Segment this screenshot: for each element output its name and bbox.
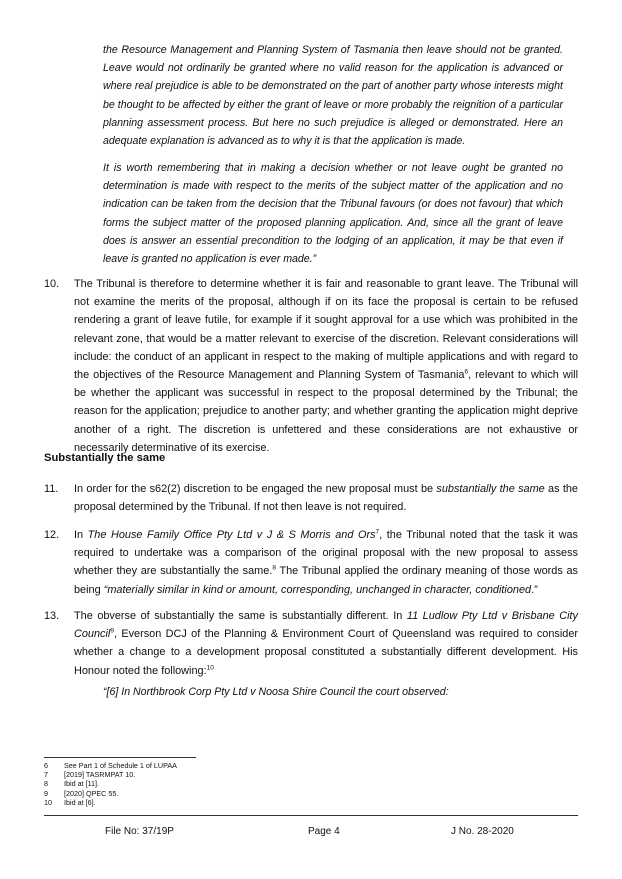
footnotes xyxy=(44,761,177,807)
paragraph-body: The Tribunal is therefore to determine whether it is fair and reasonable to grant leave. The Tribunal will not examine the merits of the proposal, although if on its face the proposal is certain to be refused rendering a grant of leave futile, for example if it sought approval for a use which was prohibited in the relevant zone, that would be a matter relevant to exercise of the discretion. Relevant considerations will include: the conduct of an applicant in respect to the making of multiple applications and with regard to the objectives of the Resource Management and Planning System of Tasmania$^6$, relevant to which will be whether the applicant was successful in respect to the proposal determined by the Tribunal; the reason for the application; prejudice to another party; and whether granting the application might deprive another of a right. The discretion is unfettered and these considerations are not exhaustive or necessarily determinative of its exercise. xyxy=(74,278,578,454)
paragraph-number: 11. xyxy=(44,483,59,495)
paragraph-13 xyxy=(44,607,578,680)
block-quote-1: the Resource Management and Planning System of Tasmania then leave should not be granted. Leave would not ordinarily be granted where no valid reason for the application is advanced or where real prejudice is able to be demonstrated on the part of another party whose interests might be thought to be affected by either the grant of leave or more probably the reignition of a particular planning assessment process. But here no such prejudice is alleged or demonstrated. Here an adequate explanation is advanced as to why it is that the application is made. xyxy=(103,44,563,148)
footnote-ref[interactable]: 7 xyxy=(375,528,380,536)
footnote: 7 [2019] TASRMPAT 10. xyxy=(44,770,136,780)
footer-divider xyxy=(44,815,578,816)
paragraph-number: 10. xyxy=(44,278,60,290)
paragraph-11 xyxy=(44,480,578,516)
footnote: 10 Ibid at [6]. xyxy=(44,797,96,807)
section-heading: Substantially the same xyxy=(44,452,166,464)
footnote: 6 See Part 1 of Schedule 1 of LUPAA xyxy=(44,761,177,770)
file-number: File No: 37/19P xyxy=(105,826,174,837)
paragraph-10 xyxy=(44,275,578,457)
judgment-number: J No. 28-2020 xyxy=(451,826,514,837)
footnote-ref[interactable]: 8 xyxy=(272,564,276,572)
paragraph-number: 13. xyxy=(44,610,60,622)
block-quote-3: “[6] In Northbrook Corp Pty Ltd v Noosa Shire Council the court observed: xyxy=(103,686,449,698)
paragraph-body: In The House Family Office Pty Ltd v J & S Morris and Ors$^7$, the Tribunal noted that the task it was required to undertake was a comparison of the original proposal with the new proposal to assess whether they are substantially the same.$^8$ The Tribunal applied the ordinary meaning of those words as being “materially similar in kind or amount, corresponding, unchanged in character, conditioned.” xyxy=(74,528,578,596)
block-quote-2: It is worth remembering that in making a decision whether or not leave ought be granted no determination is made with respect to the merits of the subject matter of the application and no indication can be taken from the decision that the Tribunal favours (or does not favour) that which forms the subject matter of the proposed planning application. And, since all the grant of leave does is answer an essential precondition to the lodging of an application, it may be that even if leave is granted no application is ever made.” xyxy=(103,162,563,266)
paragraph-body: The obverse of substantially the same is substantially different. In 11 Ludlow Pty Ltd v Brisbane City Council$^9$, Everson DCJ of the Planning & Environment Court of Queensland was required to consider whether a change to a development proposal constituted a substantially different development. His Honour noted the following:$^{10}$ xyxy=(74,610,578,677)
case-name: 11 Ludlow Pty Ltd v Brisbane City Council xyxy=(74,610,578,641)
footnote: 9 [2020] QPEC 55. xyxy=(44,788,119,798)
footnote: 8 Ibid at [11]. xyxy=(44,779,100,789)
footnote-divider xyxy=(44,757,196,758)
footnote-ref[interactable]: 10 xyxy=(206,663,214,671)
footnote-ref[interactable]: 6 xyxy=(464,368,469,376)
page-number: Page 4 xyxy=(308,826,340,837)
paragraph-body: In order for the s62(2) discretion to be engaged the new proposal must be substantially the same as the proposal determined by the Tribunal. If not then leave is not required. xyxy=(74,483,578,514)
paragraph-12 xyxy=(44,526,578,599)
footnote-ref[interactable]: 9 xyxy=(110,627,114,635)
paragraph-number: 12. xyxy=(44,529,60,541)
case-name: The House Family Office Pty Ltd v J & S Morris and Ors xyxy=(87,529,376,541)
